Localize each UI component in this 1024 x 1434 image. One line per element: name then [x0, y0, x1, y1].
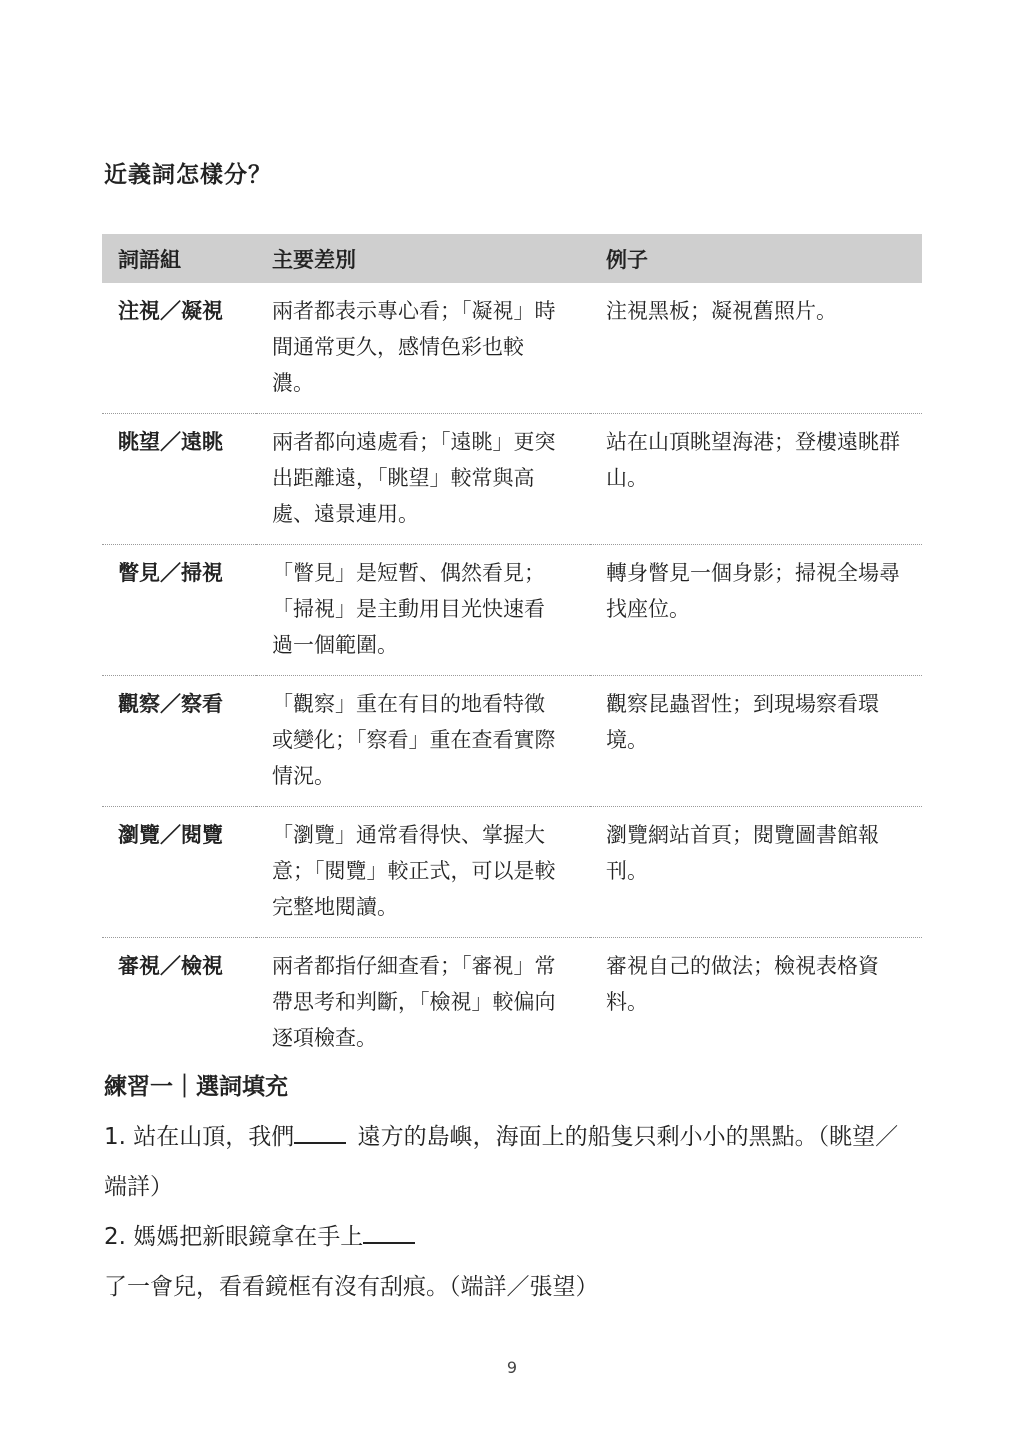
- table-row: [102, 414, 922, 545]
- example-cell: 審視自己的做法；檢視表格資料。: [606, 954, 879, 1014]
- header-difference: 主要差別: [256, 234, 590, 283]
- table-row: [102, 676, 922, 807]
- difference-cell: 「觀察」重在有目的地看特徵或變化；「察看」重在查看實際情況。: [272, 692, 556, 788]
- question-text-before: 1. 站在山頂，我們: [104, 1124, 295, 1150]
- term-cell: 觀察／察看: [118, 692, 223, 716]
- table-row: [102, 283, 922, 414]
- difference-cell: 兩者都指仔細查看；「審視」常帶思考和判斷，「檢視」較偏向逐項檢查。: [272, 954, 556, 1050]
- term-cell: 瞥見／掃視: [118, 561, 223, 585]
- table-header-row: [102, 234, 922, 283]
- difference-cell: 兩者都向遠處看；「遠眺」更突出距離遠，「眺望」較常與高處、遠景連用。: [272, 430, 556, 526]
- question-text-after: 了一會兒，看看鏡框有沒有刮痕。（端詳／張望）: [104, 1274, 599, 1300]
- table-row: [102, 545, 922, 676]
- page-number: 9: [506, 1358, 518, 1377]
- example-cell: 觀察昆蟲習性；到現場察看環境。: [606, 692, 879, 752]
- example-cell: 站在山頂眺望海港；登樓遠眺群山。: [606, 430, 900, 490]
- difference-cell: 兩者都表示專心看；「凝視」時間通常更久，感情色彩也較濃。: [272, 299, 556, 395]
- term-cell: 審視／檢視: [118, 954, 223, 978]
- exercise-title: 練習一｜選詞填充: [104, 1074, 288, 1100]
- difference-cell: 「瞥見」是短暫、偶然看見；「掃視」是主動用目光快速看過一個範圍。: [272, 561, 545, 657]
- term-cell: 眺望／遠眺: [118, 430, 223, 454]
- header-example: 例子: [590, 234, 922, 283]
- example-cell: 瀏覽網站首頁；閱覽圖書館報刊。: [606, 823, 879, 883]
- fill-in-blank[interactable]: [294, 1120, 346, 1144]
- fill-in-blank[interactable]: [363, 1220, 415, 1244]
- example-cell: 注視黑板；凝視舊照片。: [606, 299, 837, 323]
- table-row: [102, 807, 922, 938]
- synonym-table: [102, 234, 922, 1068]
- table-row: [102, 938, 922, 1069]
- difference-cell: 「瀏覽」通常看得快、掌握大意；「閱覽」較正式，可以是較完整地閱讀。: [272, 823, 556, 919]
- question-text-after: 遠方的島嶼，海面上的船隻只剩小小的黑點。（眺望／端詳）: [104, 1124, 899, 1200]
- term-cell: 瀏覽／閱覽: [118, 823, 223, 847]
- question-text-before: 2. 媽媽把新眼鏡拿在手上: [104, 1224, 364, 1250]
- exercise-question-2: [104, 1212, 904, 1312]
- page-title: 近義詞怎樣分？: [104, 162, 272, 188]
- header-term: 詞語組: [102, 234, 256, 283]
- example-cell: 轉身瞥見一個身影；掃視全場尋找座位。: [606, 561, 900, 621]
- term-cell: 注視／凝視: [118, 299, 223, 323]
- exercise-question-1: [104, 1112, 904, 1212]
